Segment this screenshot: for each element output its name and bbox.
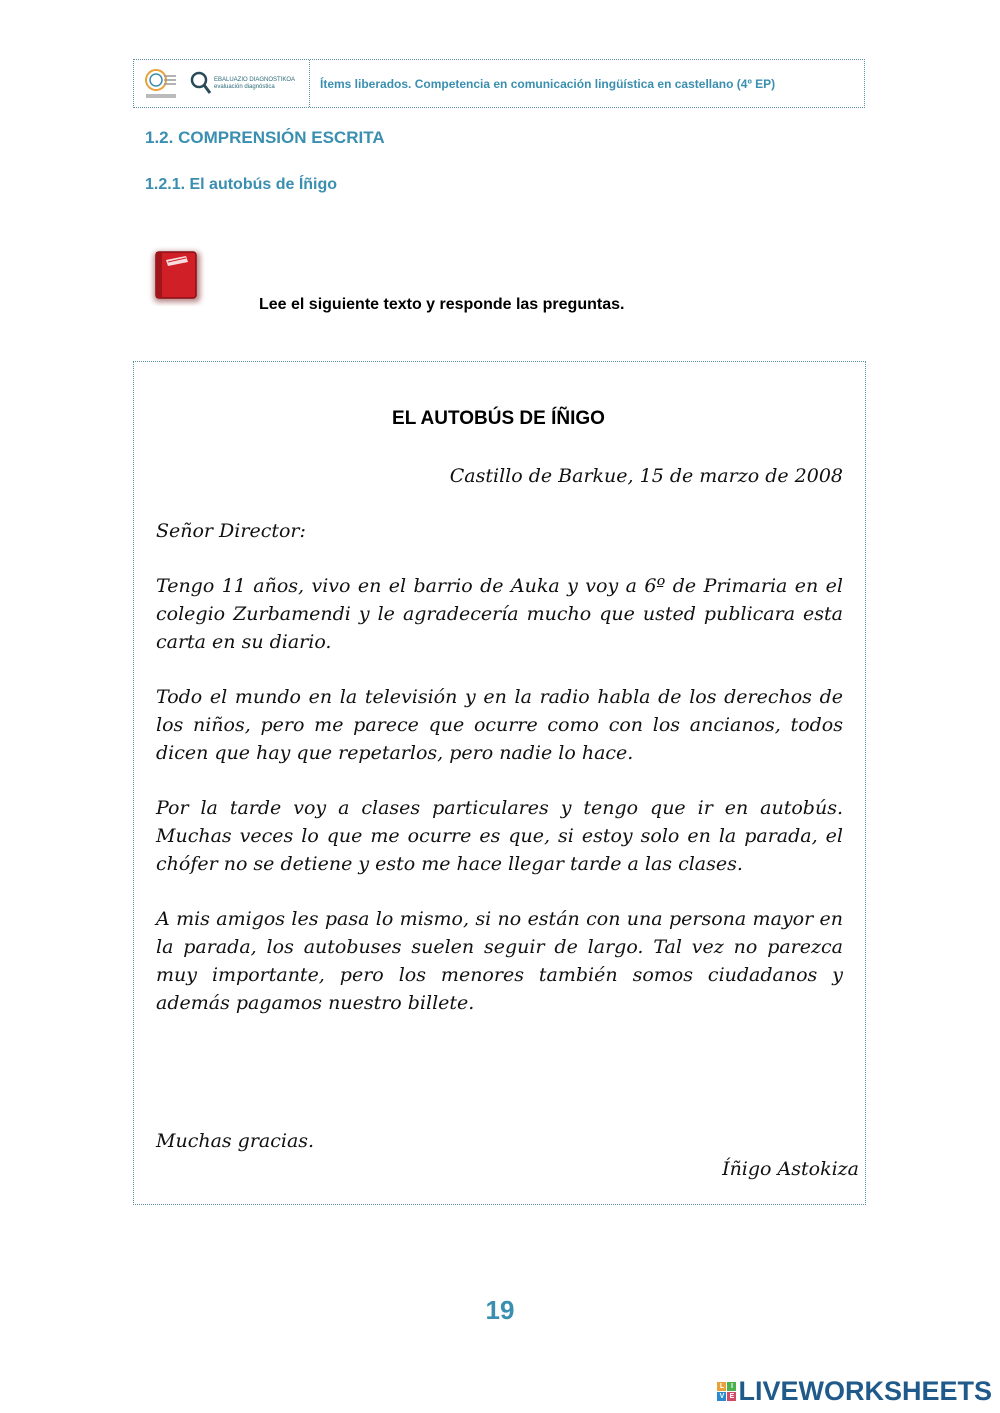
watermark-text: LIVEWORKSHEETS xyxy=(738,1376,992,1406)
liveworksheets-watermark[interactable] xyxy=(717,1376,992,1407)
letter-paragraph: Por la tarde voy a clases particulares y tengo que ir en autobús. Muchas veces lo que me ocurre es que, si estoy solo en la parada, el chófer no se detiene y esto me hace llegar tarde a las clases. xyxy=(156,797,843,875)
book-icon xyxy=(146,246,206,306)
liveworksheets-logo-icon xyxy=(717,1382,736,1401)
letter-date: Castillo de Barkue, 15 de marzo de 2008 xyxy=(449,465,843,487)
letter-closing: Muchas gracias. xyxy=(156,1130,315,1152)
letter-signature: Íñigo Astokiza xyxy=(722,1158,859,1180)
ise-ivei-logo xyxy=(142,66,182,102)
badge-letter: V xyxy=(717,1392,726,1401)
badge-letter: L xyxy=(717,1382,726,1391)
evaluacion-diagnostica-logo xyxy=(190,71,295,97)
section-heading: 1.2. COMPRENSIÓN ESCRITA xyxy=(145,128,385,147)
letter-paragraph: Todo el mundo en la televisión y en la radio habla de los derechos de los niños, pero me parece que ocurre como con los ancianos, todos dicen que hay que repetarlos, pero nadie lo hace. xyxy=(156,686,843,764)
letter-body xyxy=(156,572,843,1044)
letter-title: EL AUTOBÚS DE ÍÑIGO xyxy=(392,408,605,429)
letter-paragraph: A mis amigos les pasa lo mismo, si no están con una persona mayor en la parada, los autobuses suelen seguir de largo. Tal vez no parezca muy importante, pero los menores también somos ciudadanos y además pagamos nuestro billete. xyxy=(156,908,843,1014)
magnifier-icon xyxy=(190,71,212,97)
letter-box xyxy=(133,361,866,1205)
header-logos xyxy=(134,60,310,107)
logo-b-line2: evaluación diagnóstica xyxy=(214,83,275,90)
page-number: 19 xyxy=(485,1295,515,1325)
section-subheading: 1.2.1. El autobús de Íñigo xyxy=(145,176,338,193)
page-header xyxy=(133,59,865,108)
logo-b-line1: EBALUAZIO DIAGNOSTIKOA xyxy=(214,76,296,83)
letter-greeting: Señor Director: xyxy=(156,520,306,542)
header-title: Ítems liberados. Competencia en comunicación lingüística en castellano (4º EP) xyxy=(320,76,776,91)
letter-paragraph: Tengo 11 años, vivo en el barrio de Auka y voy a 6º de Primaria en el colegio Zurbamendi y le agradecería mucho que usted publicara esta carta en su diario. xyxy=(156,575,843,653)
instruction-text: Lee el siguiente texto y responde las preguntas. xyxy=(259,296,625,313)
badge-letter: I xyxy=(727,1382,736,1391)
badge-letter: E xyxy=(727,1392,736,1401)
